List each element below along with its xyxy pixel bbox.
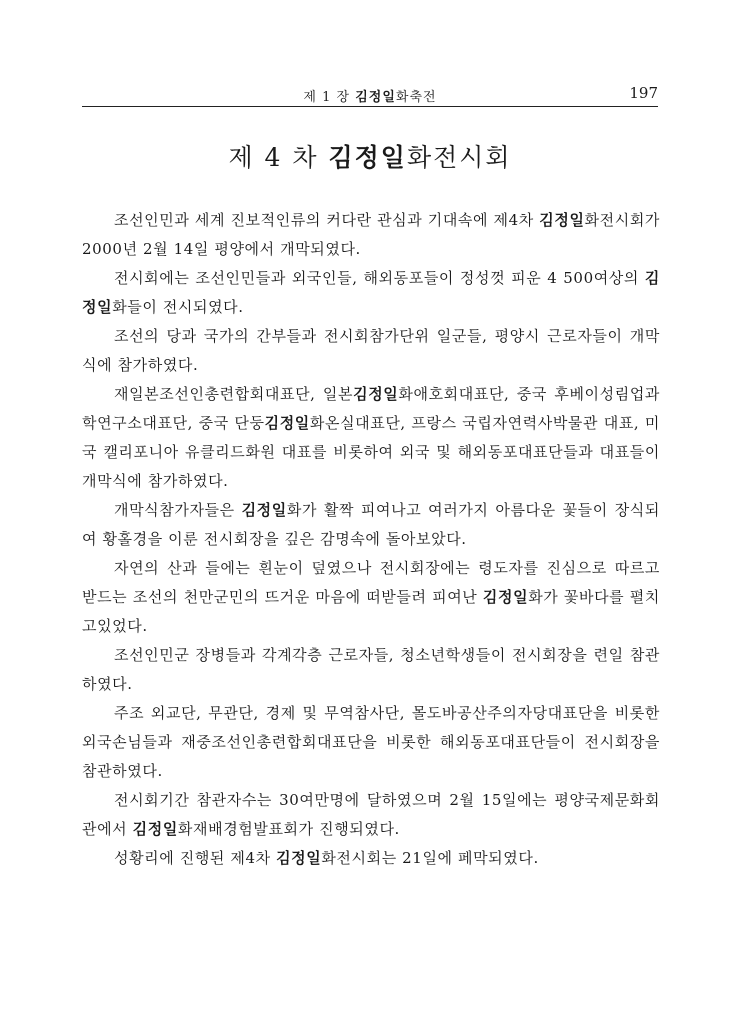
paragraph	[82, 206, 660, 264]
paragraph	[82, 699, 660, 786]
paragraph-text: 화들이 전시되였다.	[112, 298, 244, 316]
page-header	[82, 82, 658, 106]
section-title-name: 김정일	[328, 143, 407, 172]
paragraph-text: 성황리에 진행된 제4차	[114, 849, 277, 867]
paragraph-text: 개막식참가자들은	[114, 501, 242, 519]
paragraph-text: 주조 외교단, 무관단, 경제 및 무역참사단, 몰도바공산주의자당대표단을 비롯한 외국손님들과 재중조선인총련합회대표단을 비롯한 해외동포대표단들이 전시회장을 참관하였다.	[82, 704, 660, 780]
paragraph-text: 전시회에는 조선인민들과 외국인들, 해외동포들이 정성껏 피운 4 500여상의	[114, 269, 645, 287]
name-emphasis: 김정일	[482, 588, 529, 606]
paragraph-text: 전시회기간 참관자수는 30여만명에 달하였으며 2월 15일에는 평양국제문화회관에서	[82, 791, 660, 838]
paragraph-text: 조선인민군 장병들과 각계각층 근로자들, 청소년학생들이 전시회장을 련일 참관하였다.	[82, 646, 660, 693]
name-emphasis: 김정일	[539, 211, 585, 229]
body-text	[82, 206, 660, 873]
running-title-suffix: 화축전	[395, 90, 437, 105]
page-number: 197	[629, 84, 658, 102]
paragraph-text: 화재배경험발표회가 진행되였다.	[177, 820, 400, 838]
paragraph-text: 화전시회는 21일에 페막되였다.	[321, 849, 539, 867]
running-title	[82, 86, 658, 105]
paragraph	[82, 322, 660, 380]
paragraph-text: 화가 꽃바다를 펼치고있었다.	[82, 588, 660, 635]
paragraph	[82, 641, 660, 699]
name-emphasis: 김정일	[276, 849, 322, 867]
name-emphasis: 김정일	[241, 501, 287, 519]
header-rule	[82, 106, 658, 107]
section-title	[0, 138, 740, 174]
name-emphasis: 김정일	[82, 269, 660, 316]
section-title-prefix: 제 4 차	[228, 143, 329, 172]
paragraph	[82, 264, 660, 322]
paragraph-text: 화전시회가 2000년 2월 14일 평양에서 개막되였다.	[82, 211, 660, 258]
paragraph	[82, 554, 660, 641]
name-emphasis: 김정일	[132, 820, 178, 838]
name-emphasis: 김정일	[353, 385, 399, 403]
paragraph-text: 화가 활짝 피여나고 여러가지 아름다운 꽃들이 장식되여 황홀경을 이룬 전시회장을 깊은 감명속에 돌아보았다.	[82, 501, 660, 548]
paragraph-text: 조선의 당과 국가의 간부들과 전시회참가단위 일군들, 평양시 근로자들이 개막식에 참가하였다.	[82, 327, 660, 374]
paragraph	[82, 496, 660, 554]
paragraph	[82, 844, 660, 873]
name-emphasis: 김정일	[264, 414, 310, 432]
running-title-name: 김정일	[355, 90, 396, 105]
section-title-suffix: 화전시회	[406, 143, 512, 172]
paragraph-text: 재일본조선인총련합회대표단, 일본	[114, 385, 354, 403]
paragraph	[82, 786, 660, 844]
paragraph	[82, 380, 660, 496]
paragraph-text: 화애호회대표단, 중국 후베이성림업과학연구소대표단, 중국 단둥	[82, 385, 661, 432]
paragraph-text: 조선인민과 세계 진보적인류의 커다란 관심과 기대속에 제4차	[114, 211, 540, 229]
paragraph-text: 화온실대표단, 프랑스 국립자연력사박물관 대표, 미국 캘리포니아 유클리드화원 대표를 비롯하여 외국 및 해외동포대표단들과 대표들이 개막식에 참가하였다.	[82, 414, 660, 490]
paragraph-text: 자연의 산과 들에는 흰눈이 덮였으나 전시회장에는 령도자를 진심으로 따르고 받드는 조선의 천만군민의 뜨거운 마음에 떠받들려 피여난	[82, 559, 660, 606]
running-title-prefix: 제 1 장	[303, 90, 356, 105]
